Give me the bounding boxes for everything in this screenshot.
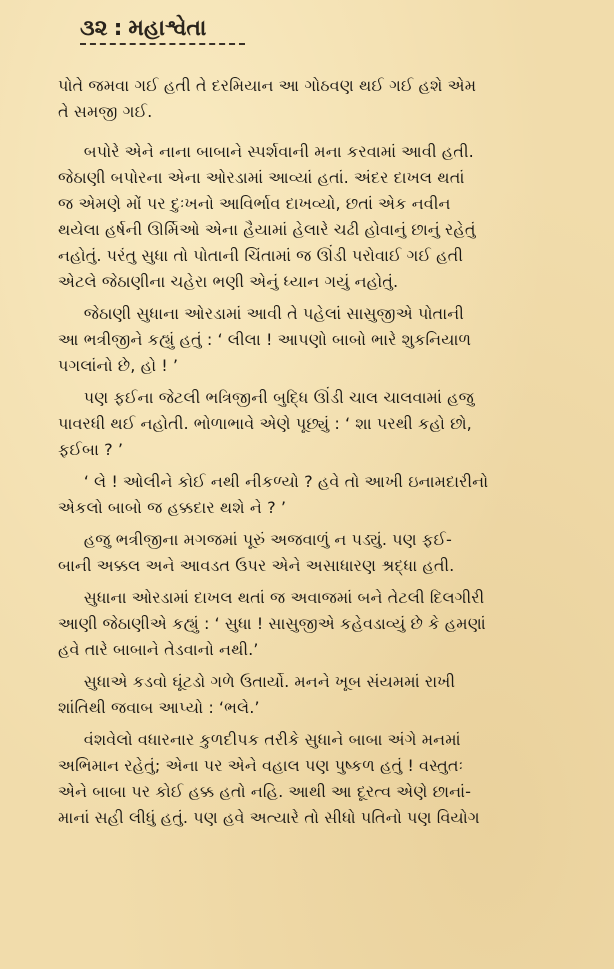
paragraph — [58, 301, 576, 379]
text-line: નહોતું. પરંતુ સુધા તો પોતાની ચિંતામાં જ ઊંડી પરોવાઈ ગઈ હતી — [58, 246, 463, 265]
paragraph — [58, 527, 576, 579]
text-line: પોતે જમવા ગઈ હતી તે દરમિયાન આ ગોઠવણ થઈ ગઈ હશે એમ — [58, 76, 477, 95]
text-line: જેઠાણી બપોરના એના ઓરડામાં આવ્યાં હતાં. અંદર દાખલ થતાં — [58, 168, 465, 187]
paragraph — [58, 139, 576, 295]
text-line: પગલાંનો છે, હો ! ’ — [58, 356, 179, 375]
paragraph — [58, 727, 576, 831]
text-line: એકલો બાબો જ હક્કદાર થશે ને ? ’ — [58, 498, 286, 517]
text-line: શાંતિથી જવાબ આપ્યો : ‘ભલે.’ — [58, 698, 260, 717]
page-header — [80, 16, 576, 41]
text-line: સુધાના ઓરડામાં દાખલ થતાં જ અવાજમાં બને તેટલી દિલગીરી — [58, 588, 485, 607]
text-line: હવે તારે બાબાને તેડવાનો નથી.’ — [58, 640, 259, 659]
paragraph — [58, 669, 576, 721]
text-line: આણી જેઠાણીએ કહ્યું : ‘ સુધા ! સાસુજીએ કહેવડાવ્યું છે કે હમણાં — [58, 614, 486, 633]
header-underline — [80, 43, 245, 45]
text-line: બાની અક્કલ અને આવડત ઉપર એને અસાધારણ શ્રદ્ધા હતી. — [58, 556, 455, 575]
paragraph — [58, 385, 576, 463]
page-number: ૩૨ — [80, 16, 108, 41]
text-line: બપોરે એને નાના બાબાને સ્પર્શવાની મના કરવામાં આવી હતી. — [58, 142, 474, 161]
text-line: એને બાબા પર કોઈ હક્ક હતો નહિ. આથી આ દૂરત્વ એણે છાનાં- — [58, 782, 471, 801]
body-text — [58, 73, 576, 831]
paragraph — [58, 585, 576, 663]
text-line: પાવરધી થઈ નહોતી. ભોળાભાવે એણે પૂછ્યું : ‘ શા પરથી કહો છો, — [58, 414, 472, 433]
text-line: ‘ લે ! ઓલીને કોઈ નથી નીકળ્યો ? હવે તો આખી ઇનામદારીનો — [58, 472, 489, 491]
text-line: માનાં સહી લીધું હતું. પણ હવે અત્યારે તો સીધો પતિનો પણ વિયોગ — [58, 808, 480, 827]
text-line: થયેલા હર્ષની ઊર્મિઓ એના હૈયામાં હેલારે ચઢી હોવાનું છાનું રહેતું — [58, 220, 476, 239]
text-line: હજુ ભત્રીજીના મગજમાં પૂરું અજવાળું ન પડ્યું. પણ ફઈ- — [58, 530, 452, 549]
paragraph — [58, 73, 576, 125]
text-line: આ ભત્રીજીને કહ્યું હતું : ‘ લીલા ! આપણો બાબો ભારે શુકનિયાળ — [58, 330, 472, 349]
text-line: એટલે જેઠાણીના ચહેરા ભણી એનું ધ્યાન ગયું નહોતું. — [58, 272, 399, 291]
text-line: પણ ફઈના જેટલી ભત્રિજીની બુદ્ધિ ઊંડી ચાલ ચાલવામાં હજુ — [58, 388, 474, 407]
chapter-title: મહાશ્વેતા — [128, 16, 207, 41]
text-line: સુધાએ કડવો ઘૂંટડો ગળે ઉતાર્યો. મનને ખૂબ સંયમમાં રાખી — [58, 672, 456, 691]
text-line: જેઠાણી સુધાના ઓરડામાં આવી તે પહેલાં સાસુજીએ પોતાની — [58, 304, 464, 323]
text-line: વંશવેલો વધારનાર કુળદીપક તરીકે સુધાને બાબા અંગે મનમાં — [58, 730, 461, 749]
header-separator: : — [113, 16, 123, 41]
text-line: તે સમજી ગઈ. — [58, 102, 153, 121]
text-line: અભિમાન રહેતું; એના પર એને વહાલ પણ પુષ્કળ હતું ! વસ્તુતઃ — [58, 756, 464, 775]
text-line: ફઈબા ? ’ — [58, 440, 124, 459]
paragraph — [58, 469, 576, 521]
text-line: જ એમણે મોં પર દુઃખનો આવિર્ભાવ દાખવ્યો, છતાં એક નવીન — [58, 194, 451, 213]
